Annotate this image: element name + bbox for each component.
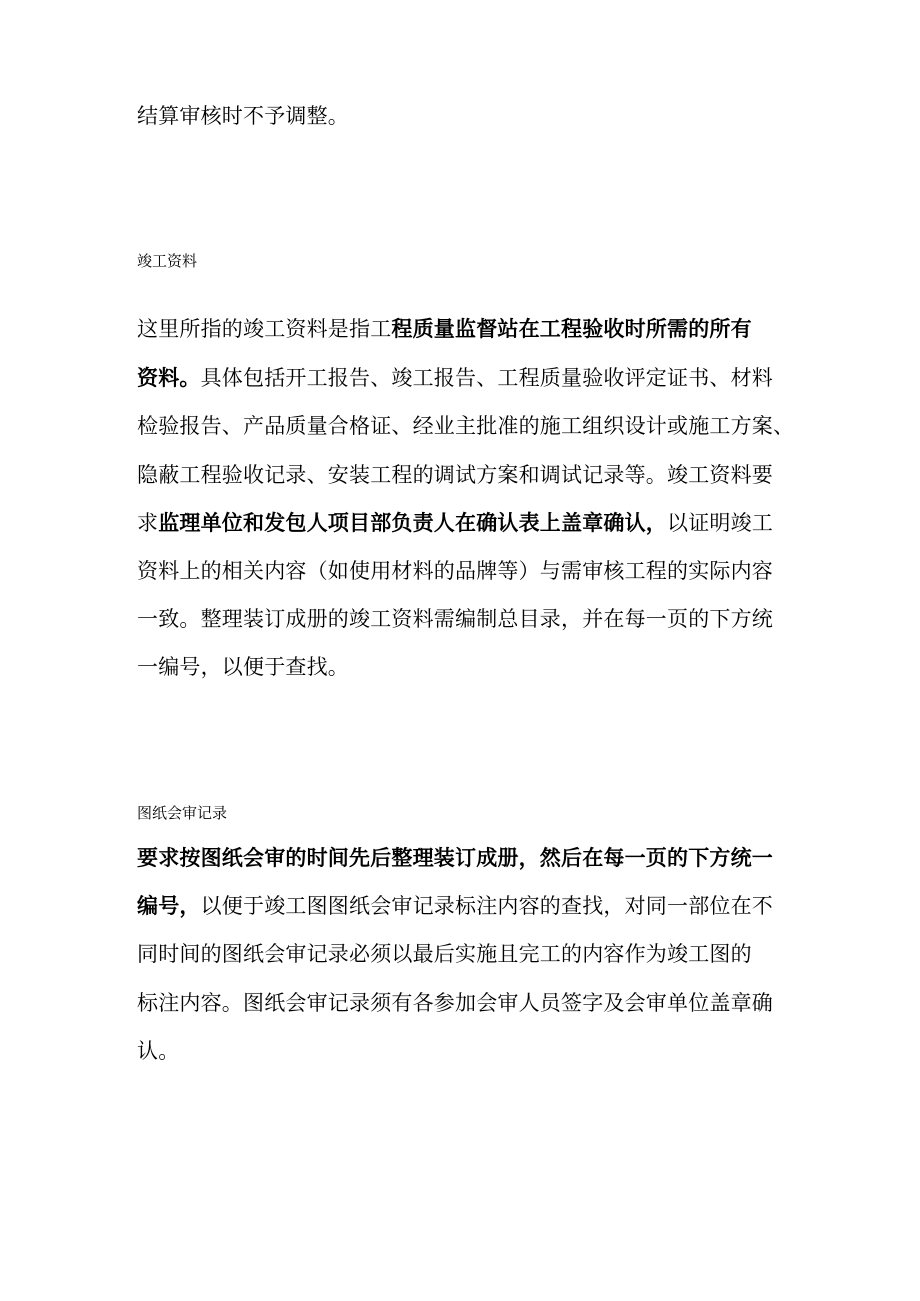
drawing-review-line-1 [137, 844, 773, 872]
drawing-review-line-3-text: 同时间的图纸会审记录必须以最后实施且完工的内容作为竣工图的 [137, 942, 752, 966]
drawing-review-line-5-text: 认。 [137, 1039, 180, 1063]
completion-line-2-plain: 具体包括开工报告、竣工报告、工程质量验收评定证书、材料 [200, 366, 774, 390]
completion-line-4-text: 隐蔽工程验收记录、安装工程的调试方案和调试记录等。竣工资料要 [137, 463, 773, 487]
section-heading-completion: 竣工资料 [137, 252, 198, 270]
completion-line-5-plain-start: 求 [137, 511, 159, 535]
drawing-review-line-4-text: 标注内容。图纸会审记录须有各参加会审人员签字及会审单位盖章确 [137, 991, 773, 1015]
intro-tail-text: 结算审核时不予调整。 [137, 104, 349, 128]
drawing-review-line-4 [137, 989, 773, 1017]
completion-line-3 [137, 412, 794, 440]
completion-line-2 [137, 364, 773, 392]
completion-line-7 [137, 605, 773, 633]
completion-line-2-bold: 资料。 [137, 366, 201, 390]
completion-line-1 [137, 315, 752, 343]
completion-line-5-plain-end: 以证明竣工 [667, 511, 774, 535]
completion-line-6 [137, 557, 773, 585]
completion-line-5 [137, 509, 773, 537]
completion-line-3-text: 检验报告、产品质量合格证、经业主批准的施工组织设计或施工方案、 [137, 414, 795, 438]
drawing-review-line-1-text: 要求按图纸会审的时间先后整理装订成册，然后在每一页的下方统一 [137, 846, 773, 870]
drawing-review-line-2-bold: 编号， [137, 894, 201, 918]
drawing-review-line-5 [137, 1037, 179, 1065]
drawing-review-line-2-plain: 以便于竣工图图纸会审记录标注内容的查找，对同一部位在不 [200, 894, 774, 918]
drawing-review-line-3 [137, 940, 752, 968]
intro-tail-line [137, 102, 349, 130]
completion-line-1-plain: 这里所指的竣工资料是指工 [137, 317, 392, 341]
completion-line-7-text: 一致。整理装订成册的竣工资料需编制总目录，并在每一页的下方统 [137, 607, 773, 631]
completion-line-8 [137, 653, 349, 681]
completion-line-8-text: 一编号，以便于查找。 [137, 655, 349, 679]
drawing-review-line-2 [137, 892, 773, 920]
section-heading-drawing-review: 图纸会审记录 [137, 804, 228, 822]
completion-line-5-bold: 监理单位和发包人项目部负责人在确认表上盖章确认， [158, 511, 668, 535]
completion-line-4 [137, 461, 773, 489]
completion-line-1-bold: 程质量监督站在工程验收时所需的所有 [391, 317, 752, 341]
completion-line-6-text: 资料上的相关内容（如使用材料的品牌等）与需审核工程的实际内容 [137, 559, 773, 583]
